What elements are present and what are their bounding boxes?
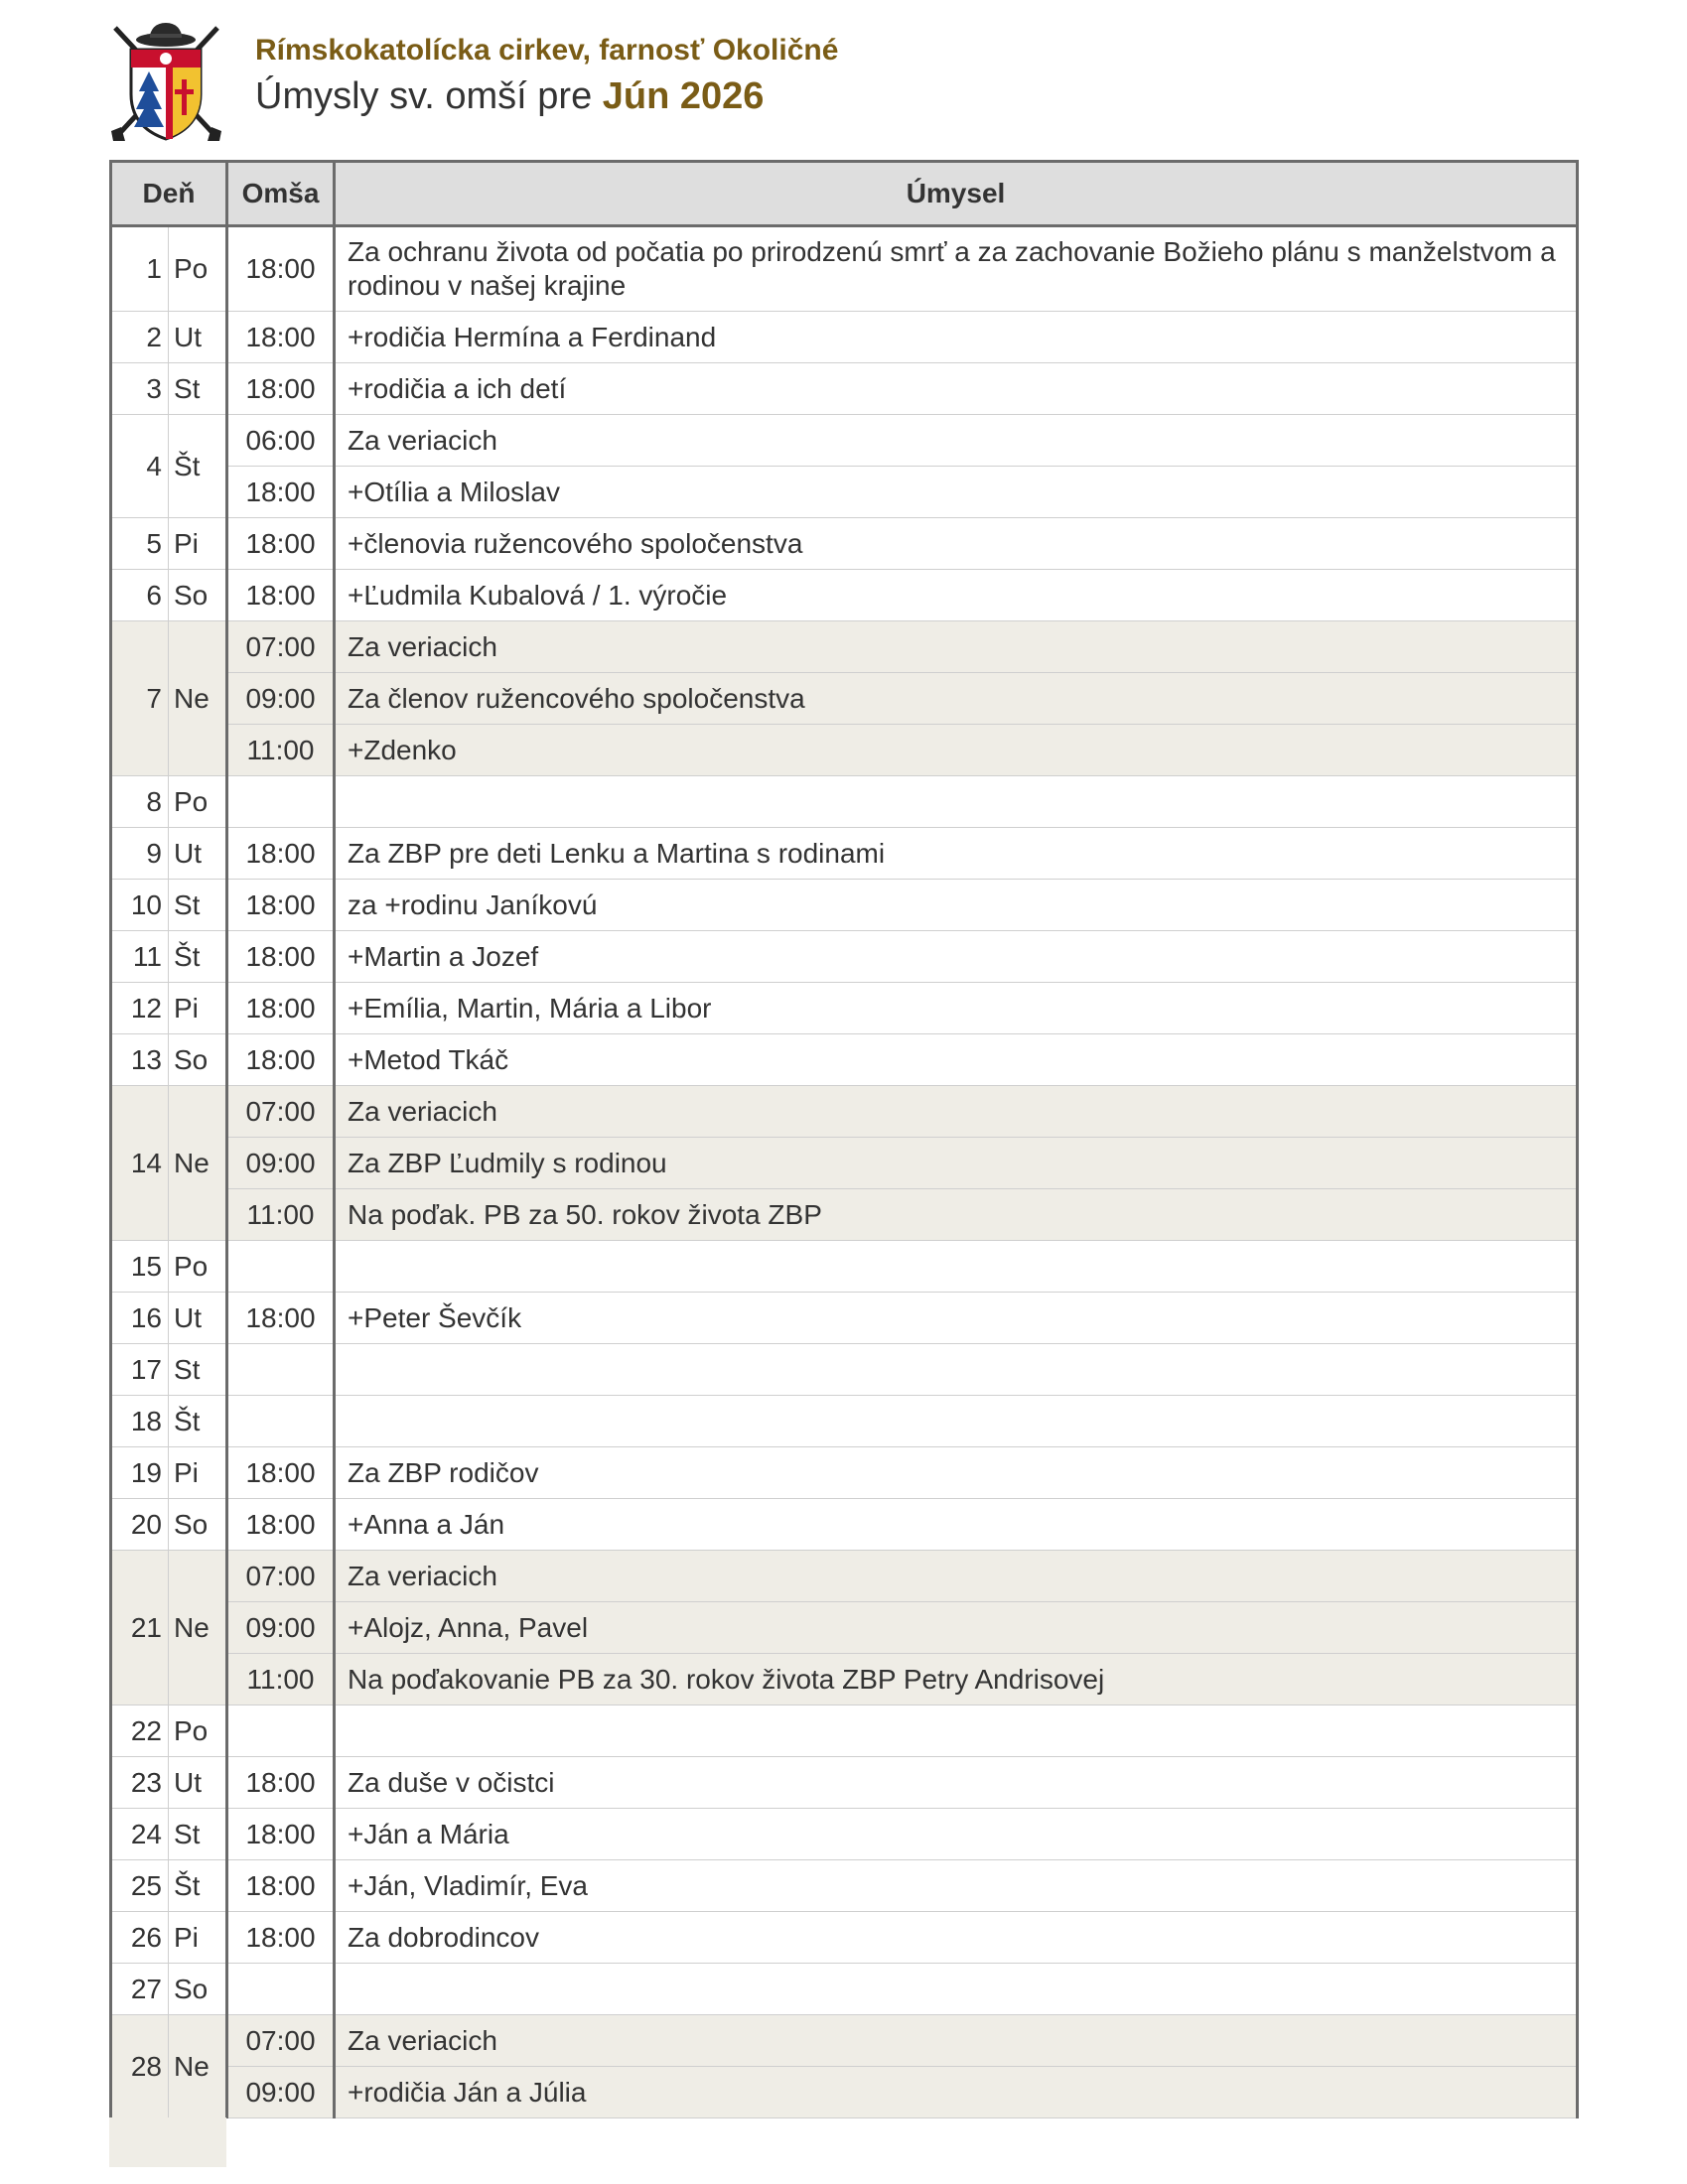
table-row — [111, 1293, 1578, 1344]
mass-intention — [335, 1396, 1578, 1447]
mass-time: 18:00 — [227, 1447, 335, 1499]
mass-time: 07:00 — [227, 621, 335, 673]
mass-intention: Za veriacich — [335, 1086, 1578, 1138]
weekday: Pi — [169, 983, 227, 1034]
mass-intention: Za ZBP rodičov — [335, 1447, 1578, 1499]
day-number: 20 — [111, 1499, 169, 1551]
parish-name: Rímskokatolícka cirkev, farnosť Okoličné — [255, 34, 839, 67]
mass-time — [227, 1706, 335, 1757]
mass-time — [227, 1241, 335, 1293]
mass-time: 09:00 — [227, 2067, 335, 2118]
mass-intention: +rodičia a ich detí — [335, 363, 1578, 415]
title-prefix: Úmysly sv. omší pre — [255, 75, 603, 117]
mass-time: 09:00 — [227, 1602, 335, 1654]
mass-time: 18:00 — [227, 363, 335, 415]
table-row — [111, 1912, 1578, 1964]
table-row — [111, 880, 1578, 931]
mass-intention — [335, 776, 1578, 828]
mass-intention: Na poďak. PB za 50. rokov života ZBP — [335, 1189, 1578, 1241]
day-number: 17 — [111, 1344, 169, 1396]
mass-time: 18:00 — [227, 1912, 335, 1964]
mass-time: 18:00 — [227, 1293, 335, 1344]
mass-time: 18:00 — [227, 312, 335, 363]
day-number: 11 — [111, 931, 169, 983]
mass-intention: Za veriacich — [335, 2015, 1578, 2067]
weekday: Po — [169, 1241, 227, 1293]
day-number: 25 — [111, 1860, 169, 1912]
mass-intention: +Emília, Martin, Mária a Libor — [335, 983, 1578, 1034]
mass-intention: Za veriacich — [335, 621, 1578, 673]
mass-time: 09:00 — [227, 1138, 335, 1189]
day-number: 15 — [111, 1241, 169, 1293]
table-row — [111, 983, 1578, 1034]
mass-intention: +rodičia Hermína a Ferdinand — [335, 312, 1578, 363]
table-row — [111, 1602, 1578, 1654]
mass-intention: Za duše v očistci — [335, 1757, 1578, 1809]
mass-intention: Za ochranu života od počatia po prirodzenú smrť a za zachovanie Božieho plánu s manželstvom a rodinou v našej krajine — [335, 226, 1578, 312]
mass-time: 09:00 — [227, 673, 335, 725]
table-row — [111, 1138, 1578, 1189]
mass-intention: Za členov ružencového spoločenstva — [335, 673, 1578, 725]
title-month: Jún 2026 — [602, 75, 765, 117]
day-number: 4 — [111, 415, 169, 518]
weekday: Po — [169, 226, 227, 312]
weekday: St — [169, 1809, 227, 1860]
day-number: 18 — [111, 1396, 169, 1447]
mass-time: 11:00 — [227, 1654, 335, 1706]
weekday: Ne — [169, 1086, 227, 1241]
table-row — [111, 518, 1578, 570]
weekday: Ne — [169, 621, 227, 776]
table-row — [111, 226, 1578, 312]
table-row — [111, 1086, 1578, 1138]
mass-time: 18:00 — [227, 983, 335, 1034]
mass-intention: +Metod Tkáč — [335, 1034, 1578, 1086]
mass-intention: +Otília a Miloslav — [335, 467, 1578, 518]
column-header-day: Deň — [111, 162, 227, 226]
mass-intention: +Ľudmila Kubalová / 1. výročie — [335, 570, 1578, 621]
weekday: Pi — [169, 518, 227, 570]
table-row — [111, 1757, 1578, 1809]
table-row — [111, 1447, 1578, 1499]
weekday: So — [169, 1964, 227, 2015]
weekday: Ut — [169, 312, 227, 363]
day-number: 2 — [111, 312, 169, 363]
weekday: Po — [169, 776, 227, 828]
mass-intention: +Ján, Vladimír, Eva — [335, 1860, 1578, 1912]
day-number: 8 — [111, 776, 169, 828]
table-row — [111, 467, 1578, 518]
table-row — [111, 2015, 1578, 2067]
column-header-mass: Omša — [227, 162, 335, 226]
mass-time: 18:00 — [227, 1809, 335, 1860]
day-number: 21 — [111, 1551, 169, 1706]
table-row — [111, 1499, 1578, 1551]
day-number: 23 — [111, 1757, 169, 1809]
weekday: Št — [169, 415, 227, 518]
day-number: 26 — [111, 1912, 169, 1964]
weekday: Ut — [169, 1757, 227, 1809]
weekday: Pi — [169, 1447, 227, 1499]
mass-time: 11:00 — [227, 725, 335, 776]
mass-intentions-table — [109, 160, 1579, 2118]
table-row — [111, 1964, 1578, 2015]
mass-time: 18:00 — [227, 931, 335, 983]
page-title — [255, 75, 1347, 118]
mass-time: 07:00 — [227, 2015, 335, 2067]
weekday: Pi — [169, 1912, 227, 1964]
weekday: Ut — [169, 828, 227, 880]
column-header-intention: Úmysel — [335, 162, 1578, 226]
table-row — [111, 776, 1578, 828]
weekday: Ut — [169, 1293, 227, 1344]
day-number: 6 — [111, 570, 169, 621]
table-row — [111, 1860, 1578, 1912]
mass-intention: +Martin a Jozef — [335, 931, 1578, 983]
mass-intention — [335, 1344, 1578, 1396]
mass-time: 18:00 — [227, 1034, 335, 1086]
weekday: St — [169, 880, 227, 931]
table-row — [111, 415, 1578, 467]
table-row — [111, 1809, 1578, 1860]
table-tail-shading — [109, 2117, 226, 2167]
mass-time — [227, 1344, 335, 1396]
mass-intention: +Peter Ševčík — [335, 1293, 1578, 1344]
mass-time: 18:00 — [227, 226, 335, 312]
weekday: Št — [169, 1860, 227, 1912]
day-number: 9 — [111, 828, 169, 880]
mass-time: 18:00 — [227, 880, 335, 931]
weekday: Ne — [169, 2015, 227, 2118]
weekday: Po — [169, 1706, 227, 1757]
day-number: 14 — [111, 1086, 169, 1241]
day-number: 3 — [111, 363, 169, 415]
weekday: St — [169, 1344, 227, 1396]
weekday: So — [169, 1499, 227, 1551]
mass-time: 07:00 — [227, 1551, 335, 1602]
mass-intention: Na poďakovanie PB za 30. rokov života ZBP Petry Andrisovej — [335, 1654, 1578, 1706]
table-row — [111, 1551, 1578, 1602]
day-number: 7 — [111, 621, 169, 776]
mass-intention: Za dobrodincov — [335, 1912, 1578, 1964]
table-header-row — [111, 162, 1578, 226]
mass-intention: Za veriacich — [335, 415, 1578, 467]
day-number: 24 — [111, 1809, 169, 1860]
parish-coat-of-arms-icon — [109, 20, 223, 144]
day-number: 27 — [111, 1964, 169, 2015]
table-row — [111, 1241, 1578, 1293]
mass-intention: +Zdenko — [335, 725, 1578, 776]
day-number: 16 — [111, 1293, 169, 1344]
table-body — [111, 226, 1578, 2118]
table-row — [111, 1654, 1578, 1706]
day-number: 22 — [111, 1706, 169, 1757]
mass-intention — [335, 1241, 1578, 1293]
mass-intention — [335, 1964, 1578, 2015]
table-row — [111, 1344, 1578, 1396]
day-number: 5 — [111, 518, 169, 570]
table-row — [111, 1034, 1578, 1086]
day-number: 28 — [111, 2015, 169, 2118]
table-row — [111, 1706, 1578, 1757]
mass-time: 18:00 — [227, 518, 335, 570]
mass-time: 18:00 — [227, 570, 335, 621]
mass-intention: Za veriacich — [335, 1551, 1578, 1602]
mass-intention: +Ján a Mária — [335, 1809, 1578, 1860]
table-row — [111, 673, 1578, 725]
table-row — [111, 931, 1578, 983]
mass-time: 18:00 — [227, 828, 335, 880]
day-number: 1 — [111, 226, 169, 312]
mass-intention: +Alojz, Anna, Pavel — [335, 1602, 1578, 1654]
table-row — [111, 2067, 1578, 2118]
mass-time — [227, 776, 335, 828]
table-row — [111, 312, 1578, 363]
day-number: 19 — [111, 1447, 169, 1499]
mass-intention: +Anna a Ján — [335, 1499, 1578, 1551]
weekday: So — [169, 570, 227, 621]
weekday: Ne — [169, 1551, 227, 1706]
weekday: Št — [169, 1396, 227, 1447]
mass-time — [227, 1396, 335, 1447]
mass-time: 18:00 — [227, 1499, 335, 1551]
table-row — [111, 363, 1578, 415]
mass-intention: Za ZBP pre deti Lenku a Martina s rodinami — [335, 828, 1578, 880]
table-row — [111, 1189, 1578, 1241]
mass-intention: Za ZBP Ľudmily s rodinou — [335, 1138, 1578, 1189]
table-row — [111, 1396, 1578, 1447]
mass-time — [227, 1964, 335, 2015]
table-row — [111, 725, 1578, 776]
day-number: 13 — [111, 1034, 169, 1086]
table-row — [111, 621, 1578, 673]
weekday: St — [169, 363, 227, 415]
mass-time: 18:00 — [227, 1860, 335, 1912]
mass-time: 11:00 — [227, 1189, 335, 1241]
mass-time: 18:00 — [227, 467, 335, 518]
mass-intention: +členovia ružencového spoločenstva — [335, 518, 1578, 570]
day-number: 12 — [111, 983, 169, 1034]
mass-time: 07:00 — [227, 1086, 335, 1138]
mass-intention: za +rodinu Janíkovú — [335, 880, 1578, 931]
table-row — [111, 570, 1578, 621]
table-row — [111, 828, 1578, 880]
mass-time: 06:00 — [227, 415, 335, 467]
day-number: 10 — [111, 880, 169, 931]
weekday: Št — [169, 931, 227, 983]
mass-intention: +rodičia Ján a Júlia — [335, 2067, 1578, 2118]
weekday: So — [169, 1034, 227, 1086]
mass-intention — [335, 1706, 1578, 1757]
mass-time: 18:00 — [227, 1757, 335, 1809]
